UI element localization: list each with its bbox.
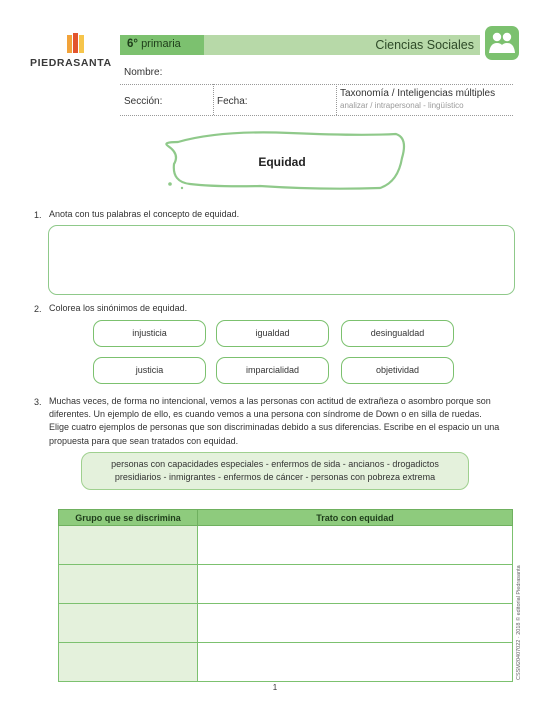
group-cell[interactable] bbox=[59, 565, 198, 604]
column-header-treatment: Trato con equidad bbox=[198, 510, 513, 526]
synonym-option[interactable]: desingualdad bbox=[341, 320, 454, 347]
question-3-line: Muchas veces, de forma no intencional, vemos a las personas con actitud de extrañeza o asombro porque son bbox=[49, 396, 491, 406]
discrimination-table bbox=[58, 509, 513, 682]
question-3-line: propuesta para que sean tratados con equidad. bbox=[49, 435, 239, 446]
grade-number: 6° bbox=[127, 38, 138, 50]
question-1-number: 1. bbox=[34, 210, 42, 220]
page-number: 1 bbox=[272, 683, 278, 692]
treatment-cell[interactable] bbox=[198, 565, 513, 604]
question-3-text bbox=[49, 395, 519, 448]
taxonomy-label: Taxonomía / Inteligencias múltiples bbox=[340, 88, 496, 99]
treatment-cell[interactable] bbox=[198, 604, 513, 643]
question-2-number: 2. bbox=[34, 304, 42, 314]
divider bbox=[120, 115, 513, 116]
group-cell[interactable] bbox=[59, 643, 198, 682]
brand-name: PIEDRASANTA bbox=[30, 57, 112, 69]
synonym-option[interactable]: imparcialidad bbox=[216, 357, 329, 384]
name-field-label: Nombre: bbox=[124, 67, 163, 78]
subject-title: Ciencias Sociales bbox=[375, 38, 474, 52]
question-1-text: Anota con tus palabras el concepto de equidad. bbox=[49, 209, 240, 219]
taxonomy-subtitle: analizar / intrapersonal - lingüístico bbox=[340, 101, 464, 110]
question-1-answer-box[interactable] bbox=[48, 225, 515, 295]
divider bbox=[213, 84, 214, 115]
treatment-cell[interactable] bbox=[198, 643, 513, 682]
word-bank-line: presidiarios - inmigrantes - enfermos de cáncer - personas con pobreza extrema bbox=[114, 472, 436, 482]
table-row bbox=[59, 565, 513, 604]
divider bbox=[336, 84, 337, 115]
table-row bbox=[59, 604, 513, 643]
table-row bbox=[59, 526, 513, 565]
book-logo-icon bbox=[65, 33, 87, 55]
synonym-option[interactable]: justicia bbox=[93, 357, 206, 384]
question-3-line: diferentes. Un ejemplo de ello, es cuando vemos a una persona con síndrome de Down o en silla de ruedas. bbox=[49, 409, 482, 420]
people-icon bbox=[485, 26, 519, 60]
grade-word: primaria bbox=[141, 38, 181, 50]
grade-subject-bar bbox=[120, 35, 480, 55]
question-2-text: Colorea los sinónimos de equidad. bbox=[49, 303, 188, 313]
table-header-row bbox=[59, 510, 513, 526]
divider bbox=[120, 84, 513, 85]
copyright-notice: CSSM20407022 · 2018 © editorial Piedrasanta bbox=[516, 565, 522, 680]
word-bank-line: personas con capacidades especiales - enfermos de sida - ancianos - drogadictos bbox=[111, 459, 439, 469]
synonym-option[interactable]: injusticia bbox=[93, 320, 206, 347]
table-row bbox=[59, 643, 513, 682]
date-field-label: Fecha: bbox=[217, 96, 248, 107]
worksheet-title: Equidad bbox=[258, 155, 306, 169]
synonym-option[interactable]: objetividad bbox=[341, 357, 454, 384]
group-cell[interactable] bbox=[59, 526, 198, 565]
word-bank bbox=[81, 452, 469, 490]
column-header-group: Grupo que se discrimina bbox=[59, 510, 198, 526]
question-3-number: 3. bbox=[34, 397, 42, 407]
group-cell[interactable] bbox=[59, 604, 198, 643]
treatment-cell[interactable] bbox=[198, 526, 513, 565]
section-field-label: Sección: bbox=[124, 96, 163, 107]
question-3-line: Elige cuatro ejemplos de personas que son discriminadas debido a sus diferencias. Escribe en el espacio un una bbox=[49, 422, 500, 433]
grade-label bbox=[120, 35, 204, 55]
synonym-option[interactable]: igualdad bbox=[216, 320, 329, 347]
